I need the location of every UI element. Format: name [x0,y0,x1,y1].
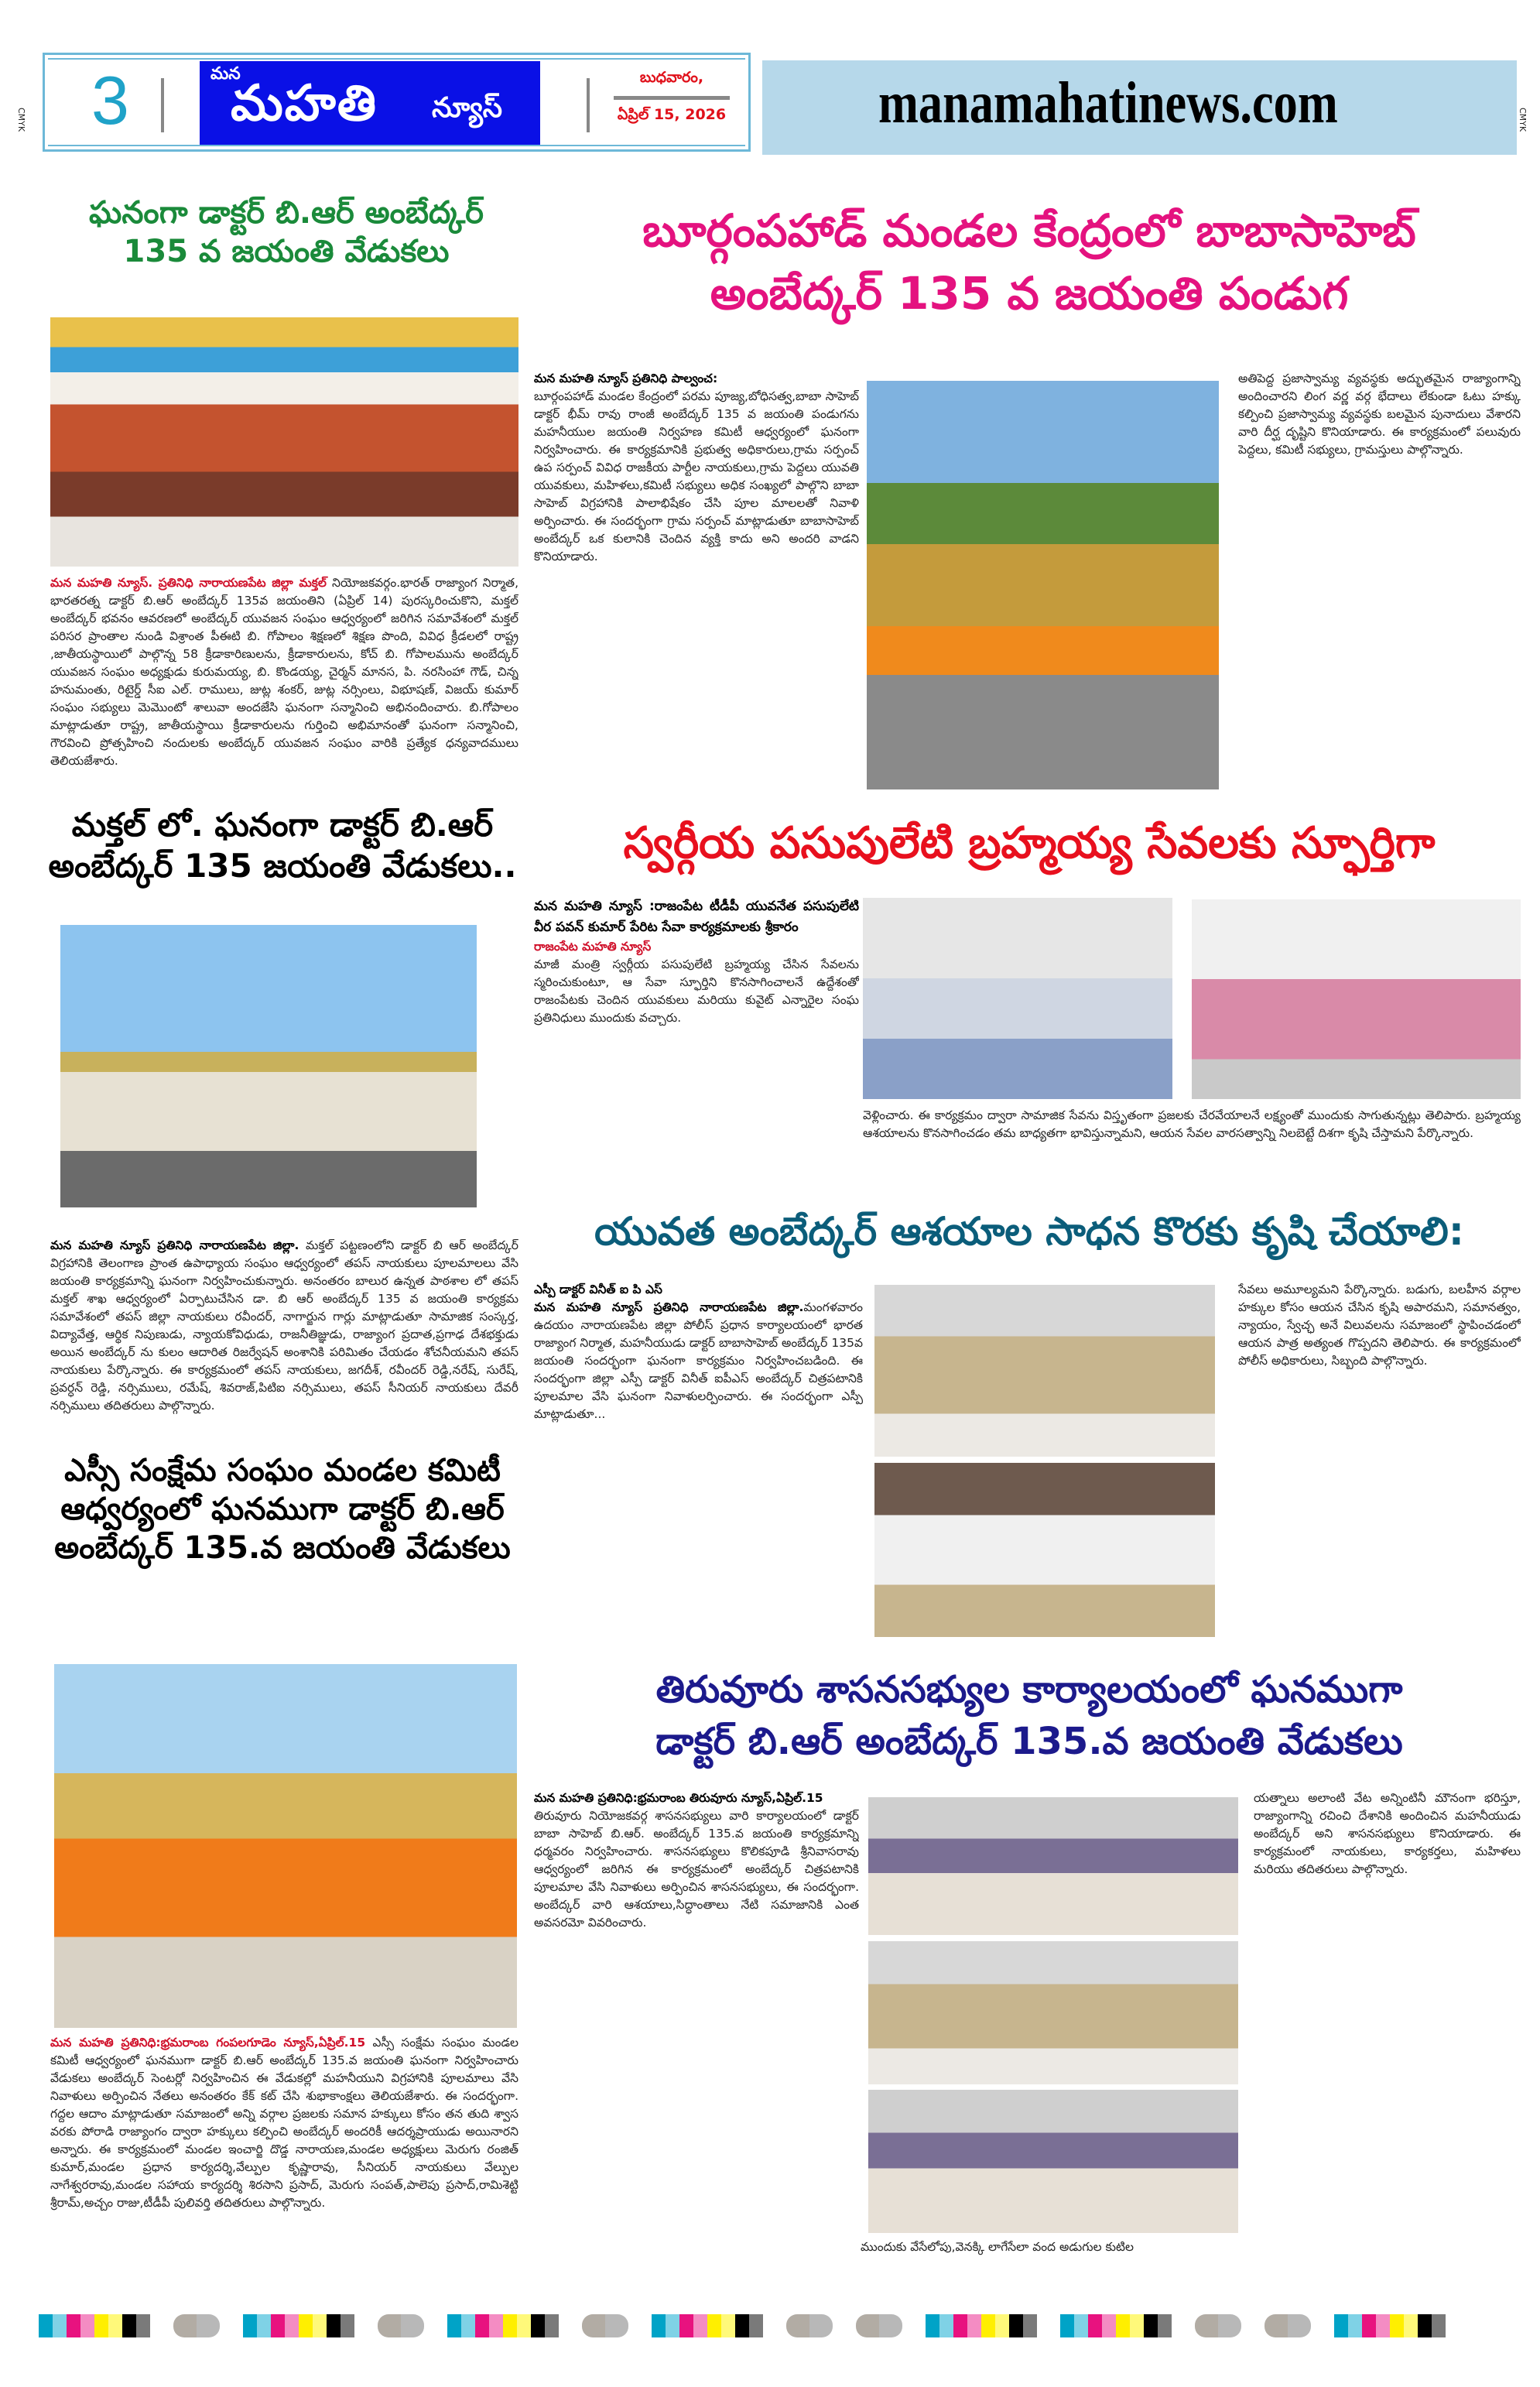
article-5-body-under-photos [863,1107,1521,1173]
gray-swatch [582,2314,628,2337]
gray-swatch-block [1265,2314,1311,2337]
color-swatch [995,2314,1009,2337]
registration-mark-right: CMYK [1518,108,1528,132]
color-swatch [1376,2314,1390,2337]
gray-swatch-block [378,2314,424,2337]
headline-line: డాక్టర్ బి.ఆర్ అంబేద్కర్ 135.వ జయంతి వేడుకలు [655,1720,1403,1764]
byline: మన మహతి న్యూస్ ప్రతినిధి నారాయణపేట జిల్లా. [50,1238,299,1252]
color-swatch [735,2314,749,2337]
color-swatch [1116,2314,1130,2337]
body-text: వెళ్లించారు. ఈ కార్యక్రమం ద్వారా సామాజిక సేవను విస్తృతంగా ప్రజలకు చేరవేయాలనే లక్ష్యంతో ముందుకు సాగుతున్నట్లు తెలిపారు. బ్రహ్మయ్య ఆశయాలను కొనసాగించడం తమ బాధ్యతగా భావిస్తున్నామని, ఆయన సేవల వారసత్వాన్ని నిలబెట్టే దిశగా కృషి చేస్తామని పేర్కొన్నారు. [863,1108,1521,1140]
color-swatch [94,2314,108,2337]
body-text: అతిపెద్ద ప్రజాస్వామ్య వ్యవస్థకు అద్భుతమైన రాజ్యాంగాన్ని అందించారని లింగ వర్ణ వర్గ భేదాలు లేకుండా ఓటు హక్కు కల్పించి ప్రజాస్వామ్య వ్యవస్థకు బలమైన పునాదులు వేశారని వారి దీర్ఘ దృష్టిని కొనియాడారు. ఈ కార్యక్రమంలో పలువురు పెద్దలు, కమిటీ సభ్యులు, గ్రామస్తులు పాల్గొన్నారు. [1238,372,1521,457]
color-swatch [475,2314,489,2337]
weekday: బుధవారం, [639,69,704,86]
headline-line: మక్తల్ లో. ఘనంగా డాక్టర్ బి.ఆర్ [71,806,494,844]
page-number: 3 [91,62,129,139]
date-text: ఏప్రిల్ 15, 2026 [617,106,727,123]
article-7-photo-caption [861,2238,1247,2258]
gray-swatch [378,2314,424,2337]
body-text: మక్తల్ పట్టణంలోని డాక్టర్ బి ఆర్ అంబేద్కర్ విగ్రహానికి తెలంగాణ ప్రాంత ఉపాధ్యాయ సంఘం ఆధ్వర్యంలో తపస్ నాయకులు పూలమాలలు వేసి జయంతి కార్యక్రమాన్ని ఘనంగా నిర్వహించుకున్నారు. అనంతరం బాలుర ఉన్నత పాఠశాల లో తపస్ మక్తల్ శాఖ ఆధ్వర్యంలో ఏర్పాటుచేసిన డా. బి ఆర్ అంబేద్కర్ 135 వ జయంతి కార్యక్రమ సమావేశంలో తపస్ జిల్లా నాయకులు రవీందర్, నాగార్జున గార్లు మాట్లాడుతూ సామాజిక సంస్కర్త, విద్యావేత్త, ఆర్థిక నిపుణుడు, న్యాయకోవిధుడు, రాజనీతిజ్ఞుడు, రాజ్యాంగ ప్రదాత,ప్రగాఢ దేశభక్తుడు అయిన అంబేద్కర్ ను కులం ఆదారిత రిజర్వేషన్ అంశానికి పరిమితం చేయడం శోచనీయమని తపస్ నాయకులు పేర్కొన్నారు. ఈ కార్యక్రమంలో తపస్ నాయకులు, జగదీశ్, రవీందర్ రెడ్డి,నరేష్, సురేష్, ప్రవర్ధన్ రెడ్డి, నర్సిములు, రమేష్, శివరాజ్,పిటిఐ నర్సిములు, తపస్ సీనియర్ నాయకులు దేవరీ నర్సిములు తదితరులు పాల్గొన్నారు. [50,1238,518,1413]
logo-small-text: మన [210,64,241,84]
color-swatch [1404,2314,1418,2337]
headline-line: స్వర్గీయ పసుపులేటి బ్రహ్మయ్య సేవలకు స్ఫూర్తిగా [623,818,1436,868]
headline-line: బూర్గంపహాడ్ మండల కేంద్రంలో బాబాసాహెబ్ [642,204,1416,257]
print-color-bar [39,2314,1509,2337]
color-swatch [1060,2314,1074,2337]
color-swatch [967,2314,981,2337]
gray-swatch-block [856,2314,902,2337]
color-swatch [108,2314,122,2337]
article-3-photo [54,1664,517,2028]
body-text: యత్నాలు అలాంటి వేట అన్నింటినీ మౌనంగా భరిస్తూ, రాజ్యాంగాన్ని రచించి దేశానికి అందించిన మహనీయుడు అంబేద్కర్ అని శాసనసభ్యులు కొనియాడారు. ఈ కార్యక్రమంలో నాయకులు, కార్యకర్తలు, మహిళలు మరియు తదితరులు పాల్గొన్నారు. [1254,1791,1521,1876]
byline: మన మహతి ప్రతినిధి:భ్రమరాంబ తిరువూరు న్యూస్,ఏప్రిల్.15 [534,1791,823,1805]
gray-swatch-block [1195,2314,1241,2337]
headline-line: 135 వ జయంతి వేడుకలు [123,234,450,269]
color-swatch [67,2314,80,2337]
article-6-body [534,1281,863,1652]
color-swatch [1418,2314,1432,2337]
gray-swatch-block [786,2314,833,2337]
color-swatch [545,2314,559,2337]
color-swatch [327,2314,341,2337]
body-text: బూర్గంపహాడ్ మండల కేంద్రంలో పరమ పూజ్య,బోధిసత్వ,బాబా సాహెబ్ డాక్టర్ భీమ్ రావు రాంజీ అంబేద్కర్ 135 వ జయంతి పండుగను మహనీయుల జయంతి నిర్వహణ కమిటీ ఆధ్వర్యంలో ఘనంగా నిర్వహించారు. ఈ కార్యక్రమానికి ప్రభుత్వ అధికారులు,గ్రామ సర్పంచ్ ఉప సర్పంచ్ వివిధ రాజకీయ పార్టీల నాయకులు,గ్రామ పెద్దలు యువతి యువకులు, మహిళలు,కమిటీ సభ్యులు అధిక సంఖ్యలో పాల్గొని బాబా సాహెబ్ విగ్రహానికి పాలాభిషేకం చేసి పూల మాలలతో నివాళి అర్పించారు. ఈ సందర్భంగా గ్రామ సర్పంచ్ మాట్లాడుతూ బాబాసాహెబ్ అంబేద్కర్ ఒక కులానికి చెందిన వ్యక్తి కాదు అని అందరి వాడని కొనియాడారు. [534,389,859,563]
registration-mark-left: CMYK [16,108,26,132]
article-7-photo-3 [868,2090,1238,2233]
color-swatch [721,2314,735,2337]
byline: మన మహతి న్యూస్ ప్రతినిధి నారాయణపేట జిల్లా. [534,1300,804,1314]
article-4-headline [534,200,1525,325]
color-swatch [652,2314,666,2337]
gray-swatch [786,2314,833,2337]
byline: మన మహతి ప్రతినిధి:భ్రమరాంబ గంపలగూడెం న్యూస్,ఏప్రిల్.15 [50,2036,366,2050]
color-swatch [285,2314,299,2337]
logo-title: మహతి [231,75,378,132]
logo-news: న్యూస్ [432,92,503,124]
article-7-headline [534,1664,1525,1768]
color-swatch [503,2314,517,2337]
color-swatch [939,2314,953,2337]
color-swatch [489,2314,503,2337]
color-swatch [1432,2314,1446,2337]
color-swatch [313,2314,327,2337]
article-7-body-right [1254,1789,1521,2262]
website-url[interactable]: manamahatinews.com [878,70,1338,135]
masthead [43,53,751,152]
color-swatch [1023,2314,1037,2337]
article-7-body [534,1789,859,2262]
gray-swatch [173,2314,220,2337]
article-5-body [534,896,859,1171]
article-5-headline [534,817,1525,871]
headline-line: అంబేద్కర్ 135.వ జయంతి వేడుకలు [54,1530,511,1566]
article-2-body [50,1237,518,1434]
headline-line: అంబేద్కర్ 135 వ జయంతి పండుగ [710,267,1349,320]
color-swatch [666,2314,679,2337]
color-swatch [1334,2314,1348,2337]
article-2-headline [35,805,530,886]
subhead: ఎస్పీ డాక్టర్ వినీత్ ఐ పి ఎస్ [534,1283,662,1296]
divider [587,78,590,132]
article-3-headline [35,1451,530,1567]
cmyk-swatch-group [652,2314,763,2337]
gray-swatch [1265,2314,1311,2337]
gray-swatch [1195,2314,1241,2337]
cmyk-swatch-group [926,2314,1037,2337]
color-swatch [1009,2314,1023,2337]
headline-line: యువత అంబేద్కర్ ఆశయాల సాధన కొరకు కృషి చేయాలి: [594,1209,1464,1254]
color-swatch [243,2314,257,2337]
color-swatch [1390,2314,1404,2337]
color-swatch [926,2314,939,2337]
article-4-body-right [1238,370,1521,792]
gray-swatch [856,2314,902,2337]
body-text: తిరువూరు నియోజకవర్గ శాసనసభ్యులు వారి కార్యాలయంలో డాక్టర్ బాబా సాహెబ్ బి.ఆర్. అంబేద్కర్ 135.వ జయంతి కార్యక్రమాన్ని ధర్మవరం నిర్వహించారు. శాసనసభ్యులు కొలికపూడి శ్రీనివాసరావు ఆధ్వర్యంలో జరిగిన ఈ కార్యక్రమంలో అంబేద్కర్ చిత్రపటానికి పూలమాల వేసి నివాళులు అర్పించిన శాసనసభ్యులు, ఈ సందర్భంగా. అంబేద్కర్ వారి ఆశయాలు,సిద్ధాంతాలు నేటి సమాజానికి ఎంత అవసరమో వివరించారు. [534,1809,859,1930]
byline: మన మహతి న్యూస్ ప్రతినిధి పాల్వంచ: [534,372,718,385]
article-4-photo [867,381,1219,789]
color-swatch [707,2314,721,2337]
body-text: సేవలు అమూల్యమని పేర్కొన్నారు. బడుగు, బలహీన వర్గాల హక్కుల కోసం ఆయన చేసిన కృషి అపారమని, సమానత్వం, న్యాయం, స్వేచ్ఛ అనే విలువలను సమాజంలో స్థాపించడంలో ఆయన పాత్ర అత్యంత గొప్పదని తెలిపారు. ఈ కార్యక్రమంలో పోలీస్ అధికారులు, సిబ్బంది పాల్గొన్నారు. [1238,1283,1521,1368]
headline-line: ఘనంగా డాక్టర్ బి.ఆర్ అంబేద్కర్ [89,195,484,231]
color-swatch [1102,2314,1116,2337]
color-swatch [1088,2314,1102,2337]
article-6-body-right [1238,1281,1521,1652]
color-swatch [39,2314,53,2337]
color-swatch [749,2314,763,2337]
color-swatch [447,2314,461,2337]
article-3-body [50,2034,518,2266]
article-1-body [50,574,518,795]
article-4-body [534,370,859,792]
cmyk-swatch-group [1334,2314,1446,2337]
article-5-photo-1 [863,898,1172,1099]
caption-text: ముందుకు వేసేలోపు,వెనక్కి లాగేసేలా వంద అడుగుల కుటిల [861,2240,1134,2254]
color-swatch [271,2314,285,2337]
gray-swatch-block [173,2314,220,2337]
color-swatch [341,2314,354,2337]
issue-date [614,69,730,127]
article-5-photo-2 [1192,899,1521,1099]
divider [161,78,164,132]
color-swatch [80,2314,94,2337]
subhead: మన మహతి న్యూస్ :రాజంపేట టీడీపీ యువనేత పసుపులేటి వీర పవన్ కుమార్ పేరిట సేవా కార్యక్రమాలకు శ్రీకారం [534,899,859,935]
date-rule [614,96,730,100]
color-swatch [517,2314,531,2337]
article-7-photo-1 [868,1797,1238,1935]
body-text: మాజీ మంత్రి స్వర్గీయ పసుపులేటి బ్రహ్మయ్య చేసిన సేవలను స్మరించుకుంటూ, ఆ సేవా స్ఫూర్తిని కొనసాగించాలనే ఉద్దేశంతో రాజంపేటకు చెందిన యువకులు మరియు కువైట్ ఎన్నారైల సంఘ ప్రతినిధులు ముందుకు వచ్చారు. [534,957,859,1025]
byline: మన మహతి న్యూస్. ప్రతినిధి నారాయణపేట జిల్లా మక్తల్ [50,576,327,590]
headline-line: ఎస్సీ సంక్షేమ సంఘం మండల కమిటీ [64,1453,501,1488]
headline-line: తిరువూరు శాసనసభ్యుల కార్యాలయంలో ఘనముగా [655,1668,1403,1711]
gray-swatch-block [582,2314,628,2337]
color-swatch [1158,2314,1172,2337]
color-swatch [136,2314,150,2337]
cmyk-swatch-group [243,2314,354,2337]
color-swatch [53,2314,67,2337]
article-2-photo [60,925,477,1207]
color-swatch [679,2314,693,2337]
cmyk-swatch-group [1060,2314,1172,2337]
color-swatch [1348,2314,1362,2337]
color-swatch [981,2314,995,2337]
article-6-photo-2 [874,1463,1215,1637]
headline-line: ఆధ్వర్యంలో ఘనముగా డాక్టర్ బి.ఆర్ [60,1491,505,1527]
cmyk-swatch-group [39,2314,150,2337]
color-swatch [953,2314,967,2337]
color-swatch [1362,2314,1376,2337]
article-1-photo [50,317,518,567]
headline-line: అంబేద్కర్ 135 జయంతి వేడుకలు.. [48,846,517,885]
color-swatch [257,2314,271,2337]
color-swatch [122,2314,136,2337]
color-swatch [1074,2314,1088,2337]
newspaper-logo[interactable] [200,61,540,146]
website-banner[interactable] [762,60,1517,155]
body-text: మంగళవారం ఉదయం నారాయణపేట జిల్లా పోలీస్ ప్రధాన కార్యాలయంలో భారత రాజ్యాంగ నిర్మాత, మహనీయుడు డాక్టర్ బాబాసాహెబ్ అంబేద్కర్ 135వ జయంతి సందర్భంగా ఘనంగా కార్యక్రమం నిర్వహించబడింది. ఈ సందర్భంగా జిల్లా ఎస్పీ డాక్టర్ వినీత్ ఐపీఎస్ అంబేద్కర్ చిత్రపటానికి పూలమాల వేసి ఘనంగా నివాళులర్పించారు. ఈ సందర్భంగా ఎస్పీ మాట్లాడుతూ... [534,1300,863,1421]
byline: రాజంపేట మహతి న్యూస్ [534,940,652,954]
article-7-photo-2 [868,1941,1238,2084]
article-6-photo-1 [874,1285,1215,1457]
article-1-headline [46,193,526,271]
color-swatch [693,2314,707,2337]
body-text: నియోజకవర్గం.భారత్ రాజ్యాంగ నిర్మాత, భారతరత్న డాక్టర్ బి.ఆర్ అంబేద్కర్ 135వ జయంతిని (ఏప్రిల్ 14) పురస్కరించుకొని, మక్తల్ అంబేద్కర్ భవనం ఆవరణలో అంబేద్కర్ యువజన సంఘం ఆధ్వర్యంలో జరిగిన సమావేశంలో మక్తల్ పరిసర ప్రాంతాల నుండి విశ్రాంత పీఈటి బి. గోపాలం శిక్షణలో శిక్షణ పొంది, వివిధ క్రీడలలో రాష్ట్ర ,జాతీయస్థాయిలో పాల్గొన్న 58 క్రీడాకారిణులను, క్రీడాకారులను, కోచ్ బి. గోపాలమును అంబేద్కర్ యువజన సంఘం అధ్యక్షుడు కురుమయ్య, బి. కొండయ్య, చైర్మన్ మానస, పి. నరసింహా గౌడ్, చిన్న హనుమంతు, రిటైర్డ్ సీఐ ఎల్. రాములు, జుట్ల శంకర్, జుట్ల నర్సింలు, విభూషణ్, విజయ్ కుమార్ సంఘం సభ్యులు మెమొంటో శాలువా అందజేసి ఘనంగా సన్మానించి అభినందించారు. బి.గోపాలం మాట్లాడుతూ రాష్ట్ర, జాతీయస్థాయి క్రీడాకారులను గుర్తించి అభిమానంతో ఘనంగా సన్మానించి, గౌరవించి ప్రోత్సహించి నందులకు అంబేద్కర్ యువజన సంఘం వారికి ప్రత్యేక ధన్యవాదములు తెలియజేశారు. [50,576,518,768]
color-swatch [299,2314,313,2337]
article-6-headline [534,1207,1525,1256]
color-swatch [1130,2314,1144,2337]
color-swatch [461,2314,475,2337]
color-swatch [1144,2314,1158,2337]
color-swatch [531,2314,545,2337]
body-text: ఎస్సీ సంక్షేమ సంఘం మండల కమిటీ ఆధ్వర్యంలో ఘనముగా డాక్టర్ బి.ఆర్ అంబేద్కర్ 135.వ జయంతి ఘనంగా నిర్వహించారు వేడుకలు అంబేద్కర్ సెంటర్లో నిర్వహించిన ఈ వేడుకల్లో మహనీయుని విగ్రహానికి పూలమాలు వేసి నివాళులు అర్పించిన నేతలు అనంతరం కేక్ కట్ చేసి శుభాకాంక్షలు తెలియజేశారు. ఈ సందర్భంగా. గద్దల ఆదాం మాట్లాడుతూ సమాజంలో అన్ని వర్గాల ప్రజలకు సమాన హక్కులు కోసం తన తుది శ్వాస వరకు పోరాడి రాజ్యాంగం ద్వారా హక్కులు కల్పించి అంబేద్కర్ అందరికీ ఆదర్శప్రాయుడు అయినారని అన్నారు. ఈ కార్యక్రమంలో మండల ఇంచార్జి దొడ్డ నారాయణ,మండల అధ్యక్షులు మెరుగు రంజిత్ కుమార్,మండల ప్రధాన కార్యదర్శి,వేల్పుల కృష్ణారావు, సీనియర్ నాయకులు వేల్పుల నాగేశ్వరరావు,మండల సహాయ కార్యదర్శి శిరసాని ప్రసాద్, మెరుగు సంపత్,పాలెపు ప్రసాద్,రామిశెట్టి శ్రీరామ్,అచ్చం రాజు,టీడీపీ పులివర్తి తదితరులు పాల్గొన్నారు. [50,2036,518,2210]
cmyk-swatch-group [447,2314,559,2337]
